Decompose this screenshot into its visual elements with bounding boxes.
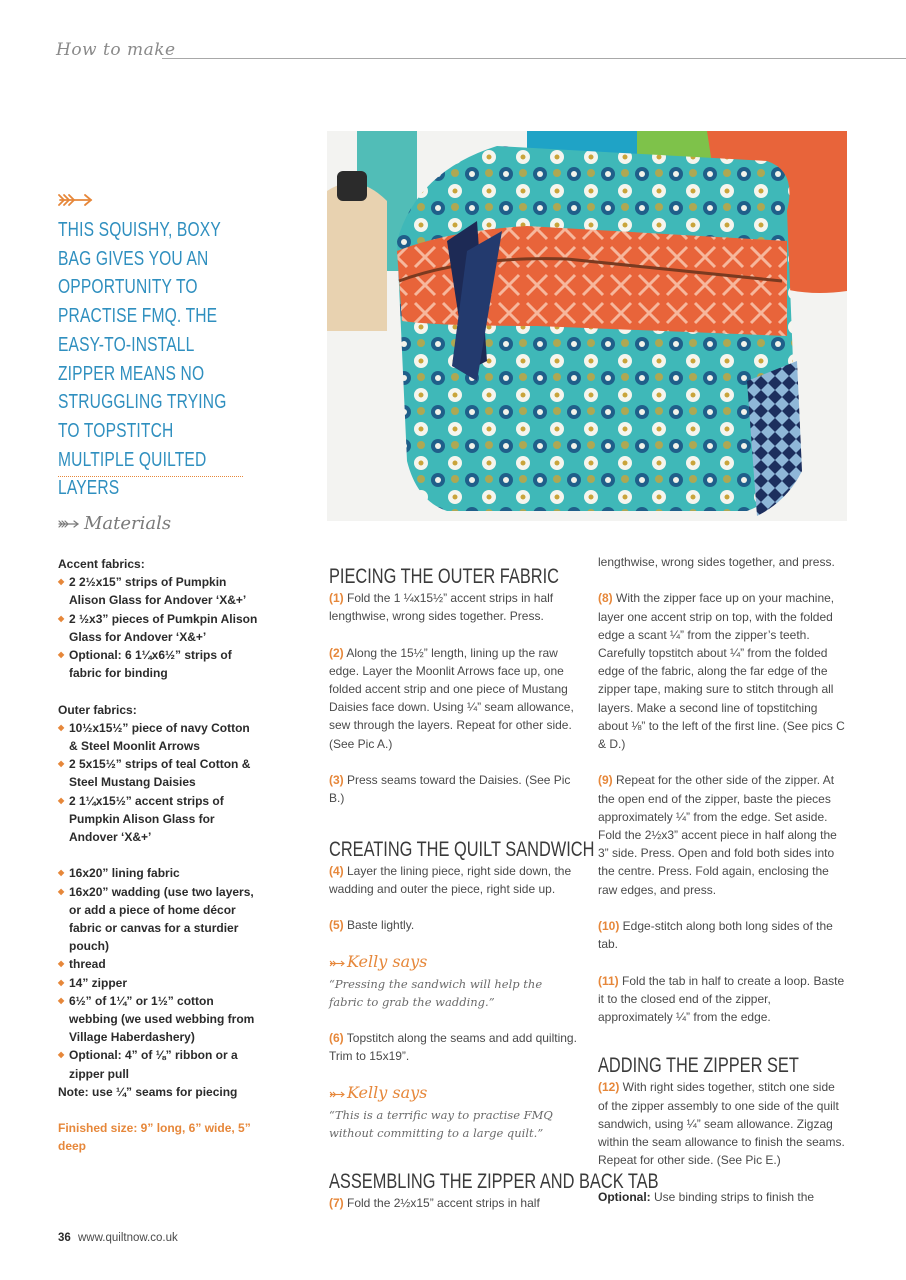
kelly-says-heading: Kelly says [329,953,579,975]
arrow-icon [329,1090,345,1099]
page-footer [58,1232,178,1244]
divider [58,476,243,477]
heading-sandwich: CREATING THE QUILT SANDWICH [329,837,595,861]
seam-note: Note: use ¼” seams for piecing [58,1084,238,1099]
materials-heading [58,513,258,537]
step-9: (9) Repeat for the other side of the zipper. At the open end of the zipper, baste the pieces approximately ¼” from the edge. Set aside. Fold the 2½x3” accent piece in half along the 3” side. Press. Open and fold both sides into the centre. Press. Fold again, enclosing the raw edges, and press. [598,773,837,897]
accent-fabrics-list [58,573,258,682]
list-item: ◆ 14” zipper [58,974,258,992]
step-7-continued: lengthwise, wrong sides together, and press. [598,555,835,569]
accent-fabrics-title: Accent fabrics: [58,557,145,571]
step-2: (2) Along the 15½” length, lining up the raw edge. Layer the Moonlit Arrows face up, one folded accent strip and one piece of Mustang Daisies face down. Using ¼” seam allowance, sew through the layers. Repeat for other side. (See Pic A.) [329,645,574,751]
step-11: (11) Fold the tab in half to create a loop. Baste it to the closed end of the zipper, approximately ¼” from the edge. [598,973,845,1025]
step-4: (4) Layer the lining piece, right side down, the wadding and outer the piece, right side up. [329,863,572,896]
step-6: (6) Topstitch along the seams and add quilting. Trim to 15x19”. [329,1031,577,1064]
list-item: ◆ 16x20” wadding (use two layers, or add a piece of home décor fabric or canvas for a sturdier pouch) [58,883,258,956]
materials-list [58,555,258,1156]
step-12: (12) With right sides together, stitch one side of the zipper assembly to one side of the quilt sandwich, using ¼” seam allowance. Zigzag within the seam allowance to finish the seams. Repeat for other side. (See Pic E.) [598,1080,845,1168]
kelly-quote: “This is a terrific way to practise FMQ without committing to a large quilt.” [329,1107,553,1140]
arrow-icon [58,519,80,529]
heading-zipper-set: ADDING THE ZIPPER SET [598,1054,799,1078]
list-item: ◆ 2 2½x15” strips of Pumpkin Alison Glass for Andover ‘X&+’ [58,573,258,609]
step-1: (1) Fold the 1 ¼x15½” accent strips in half lengthwise, wrong sides together. Press. [329,591,554,624]
list-item: ◆ 2 1¼x15½” accent strips of Pumpkin Alison Glass for Andover ‘X&+’ [58,792,258,847]
page-number: 36 [58,1232,71,1244]
materials-title: Materials [84,513,172,534]
arrow-icon [58,192,94,208]
kelly-quote: “Pressing the sandwich will help the fabric to grab the wadding.” [329,976,543,1009]
list-item: ◆ 6½” of 1¼” or 1½” cotton webbing (we used webbing from Village Haberdashery) [58,992,258,1047]
bag-photo [327,131,847,521]
step-10: (10) Edge-stitch along both long sides of the tab. [598,919,833,952]
kelly-says-heading: Kelly says [329,1084,579,1106]
list-item: ◆ Optional: 6 1¼x6½” strips of fabric for binding [58,646,258,682]
other-materials-list [58,864,258,1082]
list-item: ◆ thread [58,955,258,973]
header-rule [162,58,906,59]
outer-fabrics-title: Outer fabrics: [58,702,137,717]
instructions-column-1 [329,561,659,1213]
heading-piecing: PIECING THE OUTER FABRIC [329,565,559,588]
intro-text: THIS SQUISHY, BOXY BAG GIVES YOU AN OPPORTUNITY TO PRACTISE FMQ. THE EASY-TO-INSTALL ZIPPER MEANS NO STRUGGLING TRYING TO TOPSTITCH MULTIPLE QUILTED LAYERS [58,219,227,500]
section-label: How to make [56,40,176,60]
page-header [56,38,906,64]
list-item: ◆ 2 ½x3” pieces of Pumkpin Alison Glass for Andover ‘X&+’ [58,610,258,646]
list-item: ◆ 16x20” lining fabric [58,864,258,882]
optional-step: Optional: Use binding strips to finish the [598,1189,815,1204]
list-item: ◆ 2 5x15½” strips of teal Cotton & Steel Mustang Daisies [58,755,258,791]
heading-zipper-tab: ASSEMBLING THE ZIPPER AND BACK TAB [329,1170,659,1194]
arrow-icon [329,959,345,968]
website-url: www.quiltnow.co.uk [78,1232,178,1244]
outer-fabrics-list [58,719,258,846]
instructions-column-2 [598,553,848,1206]
step-3: (3) Press seams toward the Daisies. (See Pic B.) [329,773,571,806]
step-7: (7) Fold the 2½x15” accent strips in half [329,1196,540,1211]
step-8: (8) With the zipper face up on your machine, layer one accent strip on top, with the folded edge a scant ¼” from the zipper’s teeth. Carefully topstitch about ¼” from the folded edge of the fabric, along the far edge of the zipper tape, making sure to stitch through all layers. Make a second line of topstitching about ⅛” to the left of the first line. (See pics C & D.) [598,591,845,752]
finished-size: Finished size: 9” long, 6” wide, 5” deep [58,1121,251,1154]
list-item: ◆ 10½x15½” piece of navy Cotton & Steel Moonlit Arrows [58,719,258,755]
list-item: ◆ Optional: 4” of ⅛” ribbon or a zipper pull [58,1046,258,1082]
step-5: (5) Baste lightly. [329,918,415,933]
